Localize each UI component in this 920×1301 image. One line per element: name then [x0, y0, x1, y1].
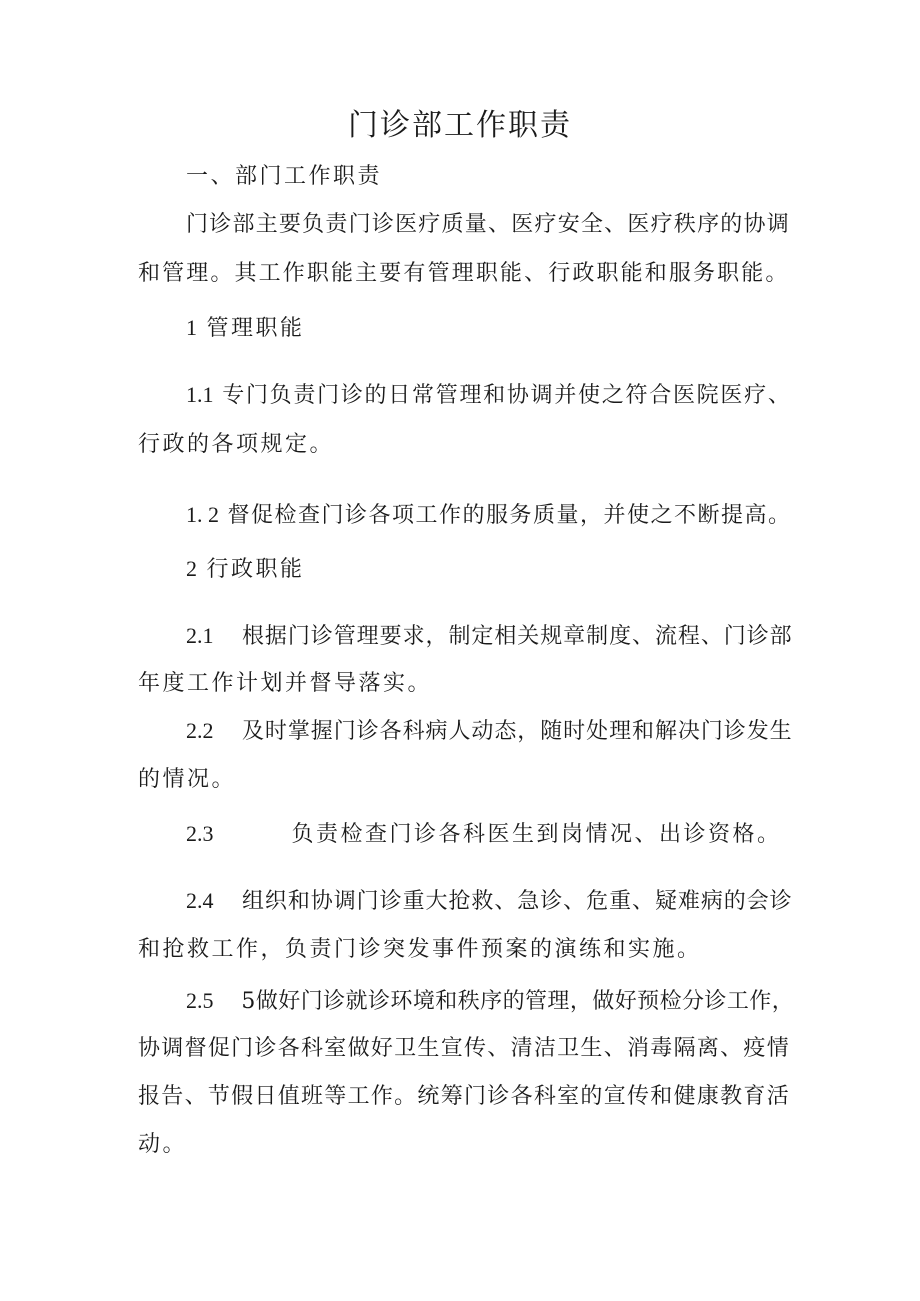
item-2-5-continued: 协调督促门诊各科室做好卫生宣传、清洁卫生、消毒隔离、疫情	[138, 1036, 791, 1061]
item-1-1-continued: 行政的各项规定。	[138, 432, 335, 457]
item-number: 1.1	[186, 382, 214, 407]
intro-paragraph-line: 和管理。其工作职能主要有管理职能、行政职能和服务职能。	[138, 261, 790, 286]
item-2-5-continued: 报告、节假日值班等工作。统筹门诊各科室的宣传和健康教育活	[138, 1084, 791, 1109]
item-1-2	[186, 500, 792, 531]
item-text: 及时掌握门诊各科病人动态，随时处理和解决门诊发生	[241, 719, 793, 744]
item-2-4	[186, 886, 793, 917]
heading-text: 管理职能	[206, 316, 305, 341]
item-1-1	[186, 380, 792, 411]
item-2-2-continued: 的情况。	[138, 767, 237, 792]
item-text: 专门负责门诊的日常管理和协调并使之符合医院医疗、	[222, 383, 792, 408]
item-text: 根据门诊管理要求，制定相关规章制度、流程、门诊部	[241, 624, 793, 649]
item-2-1-continued: 年度工作计划并督导落实。	[138, 671, 433, 696]
item-number: 2.5	[186, 988, 214, 1013]
heading-number: 1	[186, 315, 197, 340]
heading-text: 行政职能	[206, 557, 305, 582]
administrative-heading	[186, 554, 305, 585]
item-number: 2.3	[186, 821, 214, 846]
item-2-2	[186, 716, 793, 747]
item-number: 2.2	[186, 718, 214, 743]
item-2-3	[186, 819, 782, 850]
item-text: 督促检查门诊各项工作的服务质量，并使之不断提高。	[227, 503, 792, 528]
heading-number: 2	[186, 556, 197, 581]
intro-paragraph-line: 门诊部主要负责门诊医疗质量、医疗安全、医疗秩序的协调	[186, 212, 791, 237]
item-text: 组织和协调门诊重大抢救、急诊、危重、疑难病的会诊	[241, 889, 793, 914]
item-2-5-continued: 动。	[138, 1132, 188, 1157]
item-2-5	[186, 986, 794, 1017]
section-heading: 一、部门工作职责	[186, 164, 383, 189]
management-heading	[186, 313, 305, 344]
item-2-4-continued: 和抢救工作，负责门诊突发事件预案的演练和实施。	[138, 937, 702, 962]
document-title: 门诊部工作职责	[348, 108, 572, 143]
item-number: 2.4	[186, 888, 214, 913]
item-2-1	[186, 621, 793, 652]
item-text: 5做好门诊就诊环境和秩序的管理，做好预检分诊工作，	[241, 989, 795, 1014]
item-number: 1. 2	[186, 502, 219, 527]
item-number: 2.1	[186, 623, 214, 648]
item-text: 负责检查门诊各科医生到岗情况、出诊资格。	[291, 822, 782, 847]
